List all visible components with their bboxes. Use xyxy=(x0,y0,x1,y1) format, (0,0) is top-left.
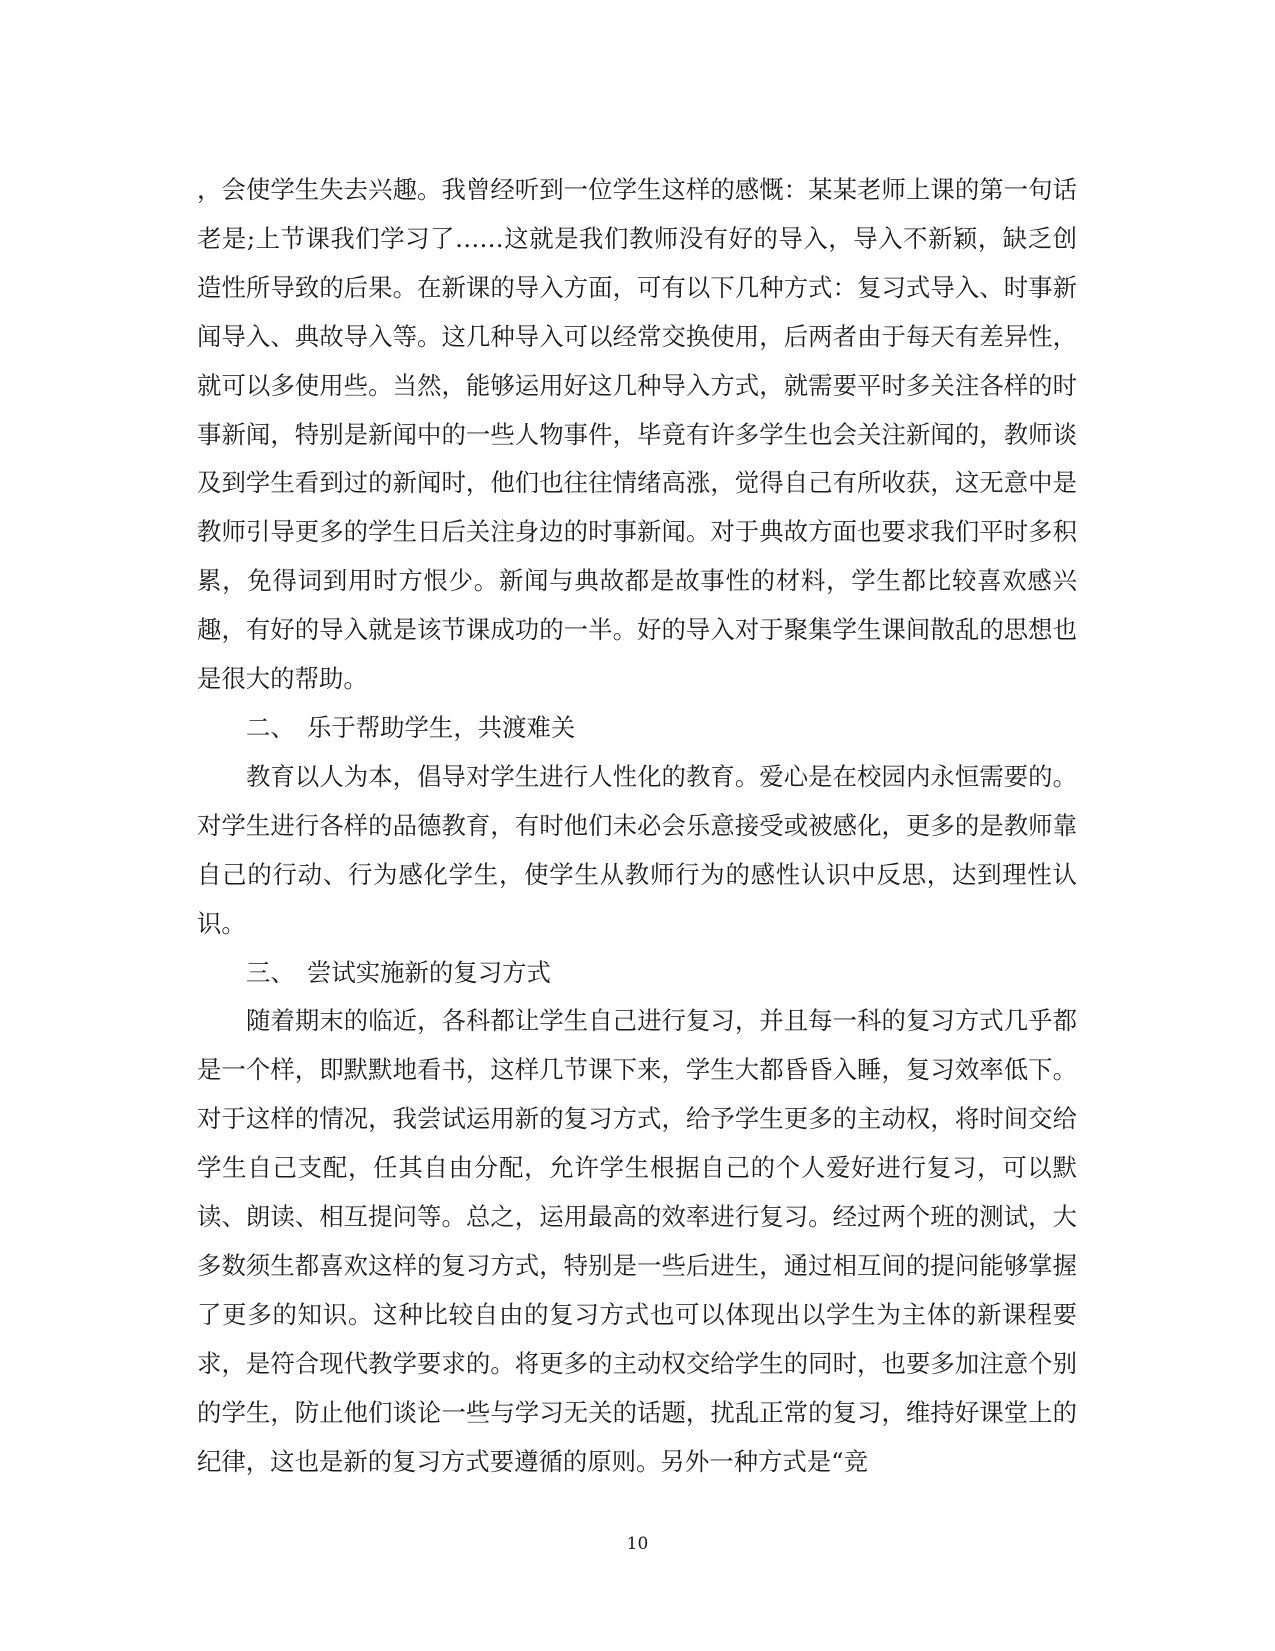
page-number: 10 xyxy=(626,1534,649,1554)
paragraph-introduction-methods: ，会使学生失去兴趣。我曾经听到一位学生这样的感慨：某某老师上课的第一句话老是;上节课我们学习了……这就是我们教师没有好的导入，导入不新颖，缺乏创造性所导致的后果。在新课的导入方面，可有以下几种方式：复习式导入、时事新闻导入、典故导入等。这几种导入可以经常交换使用，后两者由于每天有差异性，就可以多使用些。当然，能够运用好这几种导入方式，就需要平时多关注各样的时事新闻，特别是新闻中的一些人物事件，毕竟有许多学生也会关注新闻的，教师谈及到学生看到过的新闻时，他们也往往情绪高涨，觉得自己有所收获，这无意中是教师引导更多的学生日后关注身边的时事新闻。对于典故方面也要求我们平时多积累，免得词到用时方恨少。新闻与典故都是故事性的材料，学生都比较喜欢感兴趣，有好的导入就是该节课成功的一半。好的导入对于聚集学生课间散乱的思想也是很大的帮助。 xyxy=(197,175,1077,694)
paragraph-helping-students: 教育以人为本，倡导对学生进行人性化的教育。爱心是在校园内永恒需要的。对学生进行各样的品德教育，有时他们未必会乐意接受或被感化，更多的是教师靠自己的行动、行为感化学生，使学生从教师行为的感性认识中反思，达到理性认识。 xyxy=(197,761,1077,938)
body-text xyxy=(197,166,1077,1486)
paragraph-review-methods: 随着期末的临近，各科都让学生自己进行复习，并且每一科的复习方式几乎都是一个样，即默默地看书，这样几节课下来，学生大都昏昏入睡，复习效率低下。对于这样的情况，我尝试运用新的复习方式，给予学生更多的主动权，将时间交给学生自己支配，任其自由分配，允许学生根据自己的个人爱好进行复习，可以默读、朗读、相互提问等。总之，运用最高的效率进行复习。经过两个班的测试，大多数须生都喜欢这样的复习方式，特别是一些后进生，通过相互间的提问能够掌握了更多的知识。这种比较自由的复习方式也可以体现出以学生为主体的新课程要求，是符合现代教学要求的。将更多的主动权交给学生的同时，也要多加注意个别的学生，防止他们谈论一些与学习无关的话题，扰乱正常的复习，维持好课堂上的纪律，这也是新的复习方式要遵循的原则。另外一种方式是“竞 xyxy=(197,1006,1077,1476)
section-heading-2: 二、 乐于帮助学生，共渡难关 xyxy=(246,712,576,742)
section-heading-3: 三、 尝试实施新的复习方式 xyxy=(246,957,551,987)
